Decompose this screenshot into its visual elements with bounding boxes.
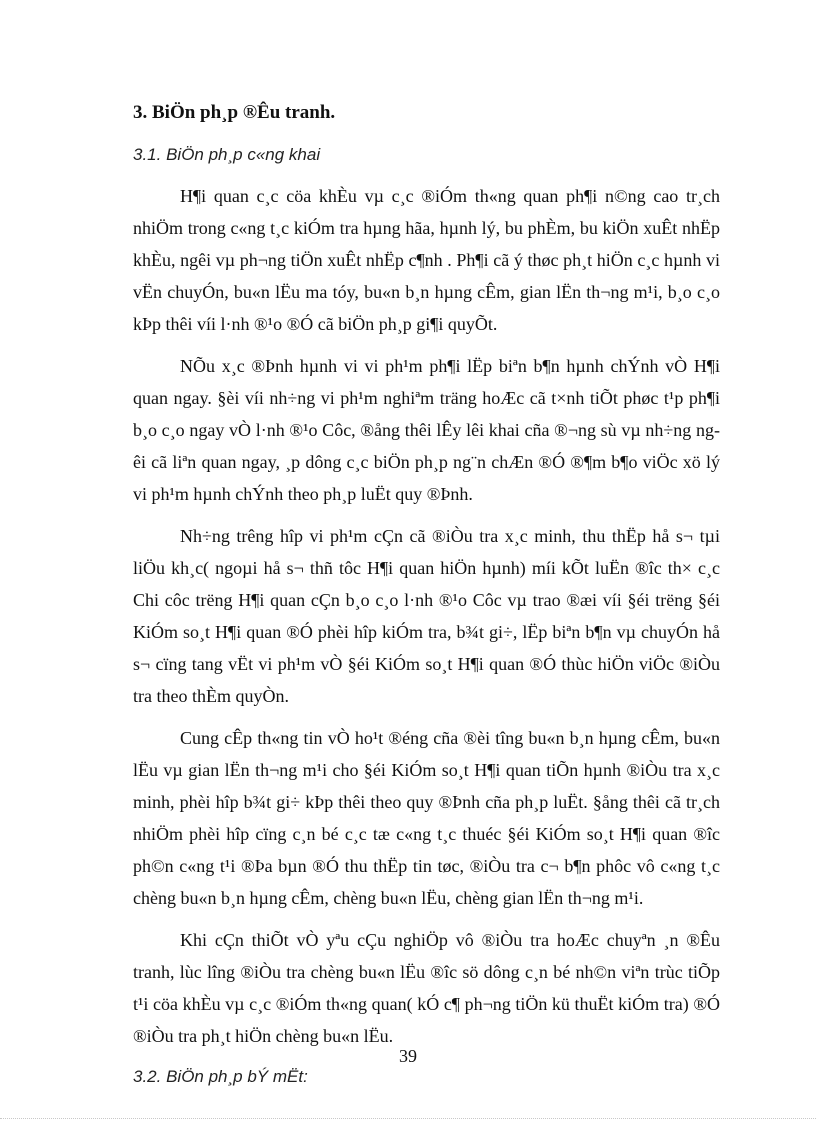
paragraph-1: H¶i quan c¸c cöa khÈu vµ c¸c ®iÓm th«ng quan ph¶i n©ng cao tr¸ch nhiÖm trong c«ng t¸c kiÓm tra hµng hãa, hµnh lý, bu phÈm, bu kiÖn xuÊt nhËp khÈu, ngêi vµ ph¬ng tiÖn xuÊt nhËp c¶nh . Ph¶i cã ý thøc ph¸t hiÖn c¸c hµnh vi vËn chuyÓn, bu«n lËu ma tóy, bu«n b¸n hµng cÊm, gian lËn th¬ng m¹i, b¸o c¸o kÞp thêi víi l·nh ®¹o ®Ó cã biÖn ph¸p gi¶i quyÕt. (133, 186, 720, 334)
page-content (133, 98, 720, 1102)
paragraph-2: NÕu x¸c ®Þnh hµnh vi vi ph¹m ph¶i lËp biªn b¶n hµnh chÝnh vÒ H¶i quan ngay. §èi víi nh÷ng vi ph¹m nghiªm träng hoÆc cã t×nh tiÕt phøc t¹p ph¶i b¸o c¸o ngay vÒ l·nh ®¹o Côc, ®ång thêi lÊy lêi khai cña ®¬ng sù vµ nh÷ng ngêi cã liªn quan ngay, ¸p dông c¸c biÖn ph¸p ng¨n chÆn ®Ó ®¶m b¶o viÖc xö lý vi ph¹m hµnh chÝnh theo ph¸p luËt quy ®Þnh. (133, 356, 720, 504)
page-bottom-border (0, 1118, 816, 1119)
subsection-heading-2: 3.2. BiÖn ph¸p bÝ mËt: (133, 1067, 308, 1086)
paragraph-3: Nh÷ng trêng hîp vi ph¹m cÇn cã ®iÒu tra x¸c minh, thu thËp hå s¬ tµi liÖu kh¸c( ngoµi hå s¬ thñ tôc H¶i quan hiÖn hµnh) míi kÕt luËn ®îc th× c¸c Chi côc trëng H¶i quan cÇn b¸o c¸o l·nh ®¹o Côc vµ trao ®æi víi §éi trëng §éi KiÓm so¸t H¶i quan ®Ó phèi hîp kiÓm tra, b¾t gi÷, lËp biªn b¶n vµ chuyÓn hå s¬ cïng tang vËt vi ph¹m vÒ §éi KiÓm so¸t H¶i quan ®Ó thùc hiÖn viÖc ®iÒu tra theo thÈm quyÒn. (133, 526, 720, 706)
paragraph-4: Cung cÊp th«ng tin vÒ ho¹t ®éng cña ®èi tîng bu«n b¸n hµng cÊm, bu«n lËu vµ gian lËn th¬ng m¹i cho §éi KiÓm so¸t H¶i quan tiÕn hµnh ®iÒu tra x¸c minh, phèi hîp b¾t gi÷ kÞp thêi theo quy ®Þnh cña ph¸p luËt. §ång thêi cã tr¸ch nhiÖm phèi hîp cïng c¸n bé c¸c tæ c«ng t¸c thuéc §éi KiÓm so¸t H¶i quan ®îc ph©n c«ng t¹i ®Þa bµn ®Ó thu thËp tin tøc, ®iÒu tra c¬ b¶n phôc vô c«ng t¸c chèng bu«n b¸n hµng cÊm, chèng bu«n lËu, chèng gian lËn th¬ng m¹i. (133, 728, 720, 908)
paragraph-5: Khi cÇn thiÕt vÒ yªu cÇu nghiÖp vô ®iÒu tra hoÆc chuyªn ¸n ®Êu tranh, lùc lîng ®iÒu tra chèng bu«n lËu ®îc sö dông c¸n bé nh©n viªn trùc tiÕp t¹i cöa khÈu vµ c¸c ®iÓm th«ng quan( kÓ c¶ ph¬ng tiÖn kü thuËt kiÓm tra) ®Ó ®iÒu tra ph¸t hiÖn chèng bu«n lËu. (133, 930, 720, 1046)
page-number: 39 (399, 1046, 417, 1066)
subsection-heading-1: 3.1. BiÖn ph¸p c«ng khai (133, 145, 321, 164)
section-heading: 3. BiÖn ph¸p ®Êu tranh. (133, 102, 336, 123)
